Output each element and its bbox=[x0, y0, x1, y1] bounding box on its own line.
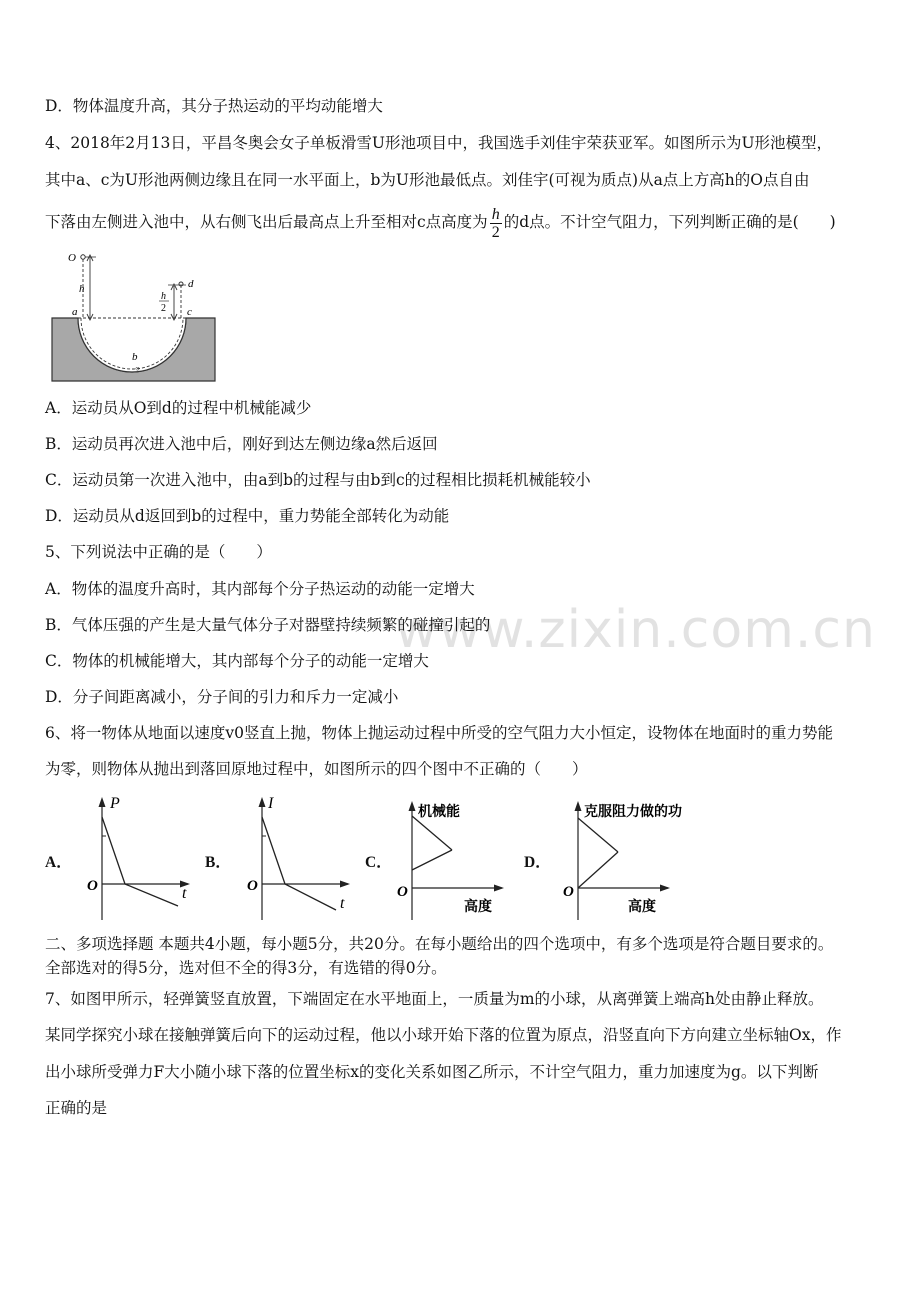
u-pool-figure bbox=[50, 248, 220, 384]
q6-graph-c bbox=[392, 796, 512, 922]
graph-b-xlabel: t bbox=[340, 895, 345, 912]
graph-c-line-1 bbox=[412, 816, 452, 850]
graph-a-line-1 bbox=[102, 817, 125, 884]
q4-option-b: B．运动员再次进入池中后，刚好到达左侧边缘a然后返回 bbox=[45, 435, 438, 453]
graph-d-line-2 bbox=[578, 818, 618, 852]
point-o bbox=[81, 255, 85, 259]
q7-stem-line2: 某同学探究小球在接触弹簧后向下的运动过程，他以小球开始下落的位置为原点，沿竖直向下方向建立坐标轴Ox，作 bbox=[45, 1026, 842, 1044]
q6-graph-c-option: C． bbox=[365, 854, 392, 871]
graph-d-xlabel: 高度 bbox=[628, 900, 656, 915]
q6-graph-b-option: B． bbox=[205, 854, 231, 871]
label-b: b bbox=[132, 351, 138, 363]
q7-stem-line1: 7、如图甲所示，轻弹簧竖直放置，下端固定在水平地面上，一质量为m的小球，从离弹簧上端高h处由静止释放。 bbox=[45, 990, 824, 1008]
graph-b-x-arrow bbox=[340, 881, 350, 888]
q4-fraction-numerator: h bbox=[491, 205, 500, 223]
graph-a-y-arrow bbox=[99, 797, 106, 807]
q4-option-d: D．运动员从d返回到b的过程中，重力势能全部转化为动能 bbox=[45, 507, 450, 525]
watermark: www.zixin.com.cn bbox=[395, 600, 876, 660]
q5-option-c: C．物体的机械能增大，其内部每个分子的动能一定增大 bbox=[45, 652, 429, 670]
graph-b-line-2 bbox=[285, 884, 336, 910]
graph-d-line-1 bbox=[578, 852, 618, 888]
graph-a-ylabel: P bbox=[110, 795, 120, 812]
q5-option-d: D．分子间距离减小，分子间的引力和斥力一定减小 bbox=[45, 688, 399, 706]
q6-graph-a bbox=[80, 792, 195, 922]
graph-b-origin: O bbox=[247, 878, 258, 894]
q4-stem-line3 bbox=[45, 202, 836, 242]
label-o: O bbox=[68, 252, 76, 264]
q4-stem-line2: 其中a、c为U形池两侧边缘且在同一水平面上，b为U形池最低点。刘佳宇(可视为质点)从a点上方高h的O点自由 bbox=[45, 171, 810, 189]
label-d: d bbox=[188, 278, 194, 290]
label-a: a bbox=[72, 306, 78, 318]
q4-option-a: A．运动员从O到d的过程中机械能减少 bbox=[45, 399, 312, 417]
graph-c-y-arrow bbox=[409, 801, 416, 811]
graph-b-ylabel: I bbox=[268, 795, 274, 812]
graph-c-ylabel: 机械能 bbox=[418, 805, 460, 820]
q6-graph-a-option: A． bbox=[45, 854, 72, 871]
q4-stem-line1: 4、2018年2月13日，平昌冬奥会女子单板滑雪U形池项目中，我国选手刘佳宇荣获亚军。如图所示为U形池模型， bbox=[45, 134, 833, 152]
q4-fraction bbox=[490, 206, 502, 241]
q6-graph-b bbox=[240, 792, 355, 922]
q5-option-b: B．气体压强的产生是大量气体分子对器壁持续频繁的碰撞引起的 bbox=[45, 616, 491, 634]
q6-graph-d-option: D． bbox=[524, 854, 551, 871]
q5-stem: 5、下列说法中正确的是（ ） bbox=[45, 543, 272, 561]
label-h: h bbox=[79, 283, 85, 295]
label-c: c bbox=[187, 306, 192, 318]
q3-option-d: D．物体温度升高，其分子热运动的平均动能增大 bbox=[45, 97, 383, 115]
label-half-h-den: 2 bbox=[161, 303, 166, 314]
graph-d-x-arrow bbox=[660, 885, 670, 892]
q7-stem-line3: 出小球所受弹力F大小随小球下落的位置坐标x的变化关系如图乙所示，不计空气阻力，重力加速度为g。以下判断 bbox=[45, 1063, 819, 1081]
graph-a-origin: O bbox=[87, 878, 98, 894]
point-b-mark: ○ bbox=[135, 364, 140, 373]
q4-stem-line3-post: 的d点。不计空气阻力，下列判断正确的是( ) bbox=[503, 213, 836, 231]
graph-c-x-arrow bbox=[494, 885, 504, 892]
section2-line2: 全部选对的得5分，选对但不全的得3分，有选错的得0分。 bbox=[45, 959, 447, 977]
q6-graph-d bbox=[558, 796, 718, 922]
label-half-h-num: h bbox=[161, 291, 166, 302]
q4-option-c: C．运动员第一次进入池中，由a到b的过程与由b到c的过程相比损耗机械能较小 bbox=[45, 471, 591, 489]
graph-d-y-arrow bbox=[575, 801, 582, 811]
q6-stem-line2: 为零，则物体从抛出到落回原地过程中，如图所示的四个图中不正确的（ ） bbox=[45, 760, 588, 778]
graph-b-line-1 bbox=[262, 817, 285, 884]
section2-line1: 二、多项选择题 本题共4小题，每小题5分，共20分。在每小题给出的四个选项中，有多个选项是符合题目要求的。 bbox=[45, 935, 834, 953]
q4-fraction-denominator: 2 bbox=[491, 223, 500, 241]
q6-stem-line1: 6、将一物体从地面以速度v0竖直上抛，物体上抛运动过程中所受的空气阻力大小恒定，设物体在地面时的重力势能 bbox=[45, 724, 833, 742]
q4-stem-line3-pre: 下落由左侧进入池中，从右侧飞出后最高点上升至相对c点高度为 bbox=[45, 213, 488, 231]
q5-option-a: A．物体的温度升高时，其内部每个分子热运动的动能一定增大 bbox=[45, 580, 475, 598]
graph-d-ylabel: 克服阻力做的功 bbox=[584, 805, 682, 820]
q7-stem-line4: 正确的是 bbox=[45, 1099, 108, 1117]
graph-c-xlabel: 高度 bbox=[464, 900, 492, 915]
graph-a-xlabel: t bbox=[182, 885, 187, 902]
graph-a-line-2 bbox=[125, 884, 178, 906]
graph-b-y-arrow bbox=[259, 797, 266, 807]
graph-d-origin: O bbox=[563, 884, 574, 900]
graph-c-origin: O bbox=[397, 884, 408, 900]
graph-c-line-2 bbox=[412, 850, 452, 870]
